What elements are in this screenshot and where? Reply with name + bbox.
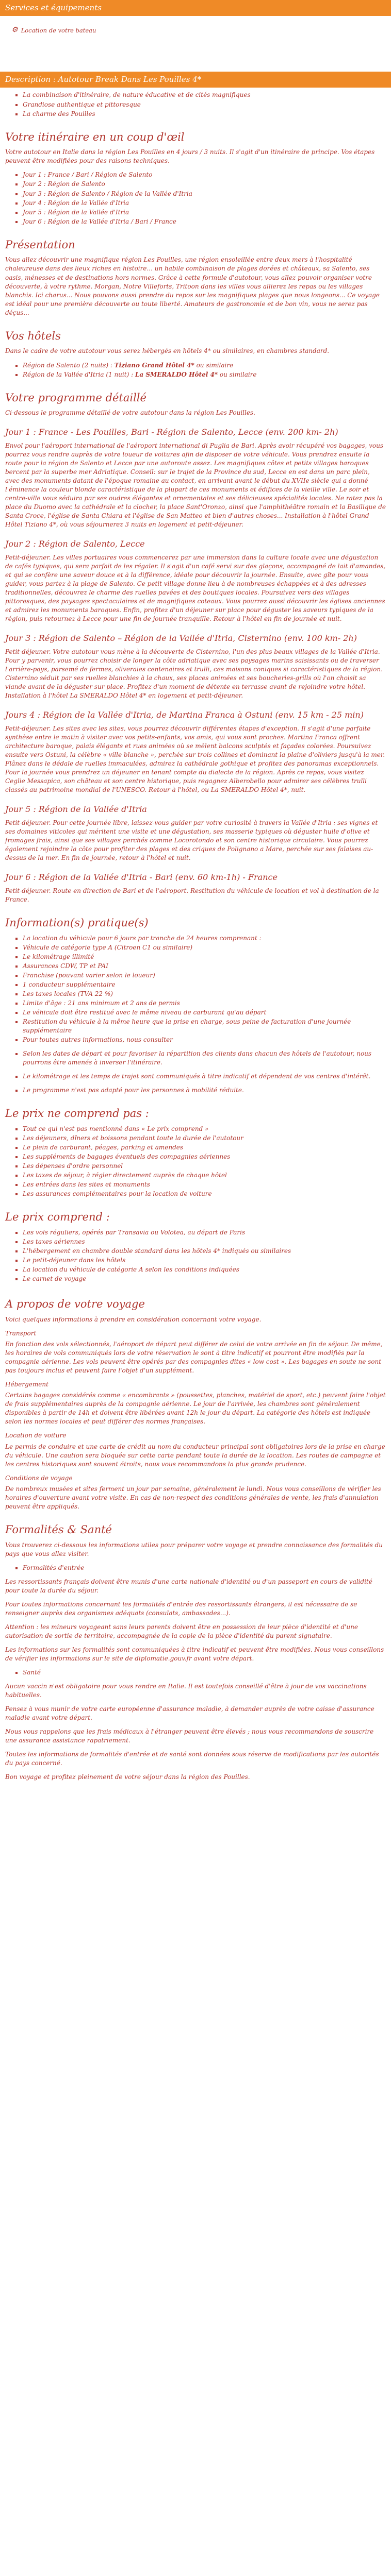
list-item: ▪ Les assurances complémentaires pour la location de voiture xyxy=(23,1190,386,1198)
list-item: ▪ Véhicule de catégorie type A (Citroen C1 ou similaire) xyxy=(23,943,386,952)
day-title: Jour 3 : Région de Salento – Région de la Vallée d'Itria, Cisternino (env. 100 km- 2h) xyxy=(5,633,357,643)
list-item: ▪ La location du véhicule de catégorie A selon les conditions indiquées xyxy=(23,1265,386,1274)
list-item: ▪ Jour 1 : France / Bari / Région de Salento xyxy=(23,171,386,179)
list-item: ▪ Santé xyxy=(23,1668,386,1677)
list-item: ▪ Le carnet de voyage xyxy=(23,1275,386,1283)
list-item: ▪ Jour 6 : Région de la Vallée d'Itria / Bari / France xyxy=(23,217,386,226)
formalities-para: Les informations sur les formalités sont communiquées à titre indicatif et peuvent être modifiées. Nous vous conseillons de vérifier les informations sur le site de diplomatie.gouv.fr avant votre départ. xyxy=(5,1646,384,1662)
day-text: Petit-déjeuner. Pour cette journée libre, laissez-vous guider par votre curiosité à travers la Vallée d'Itria : ses vignes et ses domaines viticoles qui méritent une visite et une dégustation, ses masserie typiques où déguster huile d'olive et fromages frais, ainsi que ses villages perchés comme Locorotondo et son centre historique circulaire. Vous pourrez également rejoindre la côte pour profiter des plages et des criques de Polignano a Mare, perchée sur ses falaises au-dessus de la mer. En fin de journée, retour à l'hôtel et nuit. xyxy=(5,819,378,862)
list-item: ▪ Le kilométrage et les temps de trajet sont communiqués à titre indicatif et dépendent de vos centres d'intérêt. xyxy=(23,1072,386,1081)
itinerary-list xyxy=(5,171,386,226)
about-block-label: Transport xyxy=(5,1330,37,1337)
formalities-para: Attention : les mineurs voyageant sans leurs parents doivent être en possession de leur pièce d'identité et d'une autorisation de sortie de territoire, accompagnée de la copie de la pièce d'identité du parent signataire. xyxy=(5,1623,358,1639)
list-item: ▪ Le plein de carburant, péages, parking et amendes xyxy=(23,1143,386,1152)
includes-list xyxy=(5,1228,386,1283)
list-item: ▪ Limite d'âge : 21 ans minimum et 2 ans de permis xyxy=(23,999,386,1008)
location-label: Location de votre bateau xyxy=(21,27,96,35)
list-item: ▪ Les entrées dans les sites et monuments xyxy=(23,1180,386,1189)
day-text: Petit-déjeuner. Votre autotour vous mène à la découverte de Cisternino, l'un des plus beaux villages de la Vallée d'Itria. Pour y parvenir, vous pourrez choisir de longer la côte adriatique avec ses paysages marins saisissants ou de traverser l'arrière-pays, parsemé de fermes, oliveraies centenaires et trulli, ces maisons coniques si caractéristiques de la région. Cisternino séduit par ses ruelles blanchies à la chaux, ses places animées et ses boucheries-grills où l'on choisit sa viande avant de la déguster sur place. Profitez d'un moment de détente en terrasse avant de rejoindre votre hôtel. Installation à l'hôtel La SMERALDO Hôtel 4* en logement et petit-déjeuner. xyxy=(5,648,383,700)
description-content xyxy=(0,91,391,1792)
description-section-header: Description : Autotour Break Dans Les Pouilles 4* xyxy=(0,72,391,88)
includes-title: Le prix comprend : xyxy=(5,1211,110,1224)
list-item: ▪ Jour 4 : Région de la Vallée d'Itria xyxy=(23,199,386,208)
list-item: ▪ Selon les dates de départ et pour favoriser la répartition des clients dans chacun des hôtels de l'autotour, nous pourrons être amenés à inverser l'itinéraire. xyxy=(23,1049,386,1067)
about-intro: Voici quelques informations à prendre en considération concernant votre voyage. xyxy=(5,1316,262,1324)
list-item: ▪ 1 conducteur supplémentaire xyxy=(23,980,386,989)
formalities-para: Les ressortissants français doivent être munis d'une carte nationale d'identité ou d'un passeport en cours de validité pour toute la durée du séjour. xyxy=(5,1578,372,1594)
day-text: Petit-déjeuner. Les villes portuaires vous commencerez par une immersion dans la culture locale avec une dégustation de cafés typiques, qui sera parfait de les régaler. Il s'agit d'un café servi sur des glaçons, accompagné de lait d'amandes, et qui se confère une saveur douce et à la différence, idéale pour découvrir la journée. Ensuite, avec gîte pour vous guider, vous partez à la plage de Salento. Ce petit village donne lieu à de nombreuses échappées et à des adresses traditionnelles, découvrez le charme des ruelles pavées et des boutiques locales. Poursuivez vers des villages pittoresques, des paysages spectaculaires et de magnifiques coteaux. Vous pourrez aussi découvrir les églises anciennes et admirez les monuments baroques. Enfin, profitez d'un déjeuner sur place pour déguster les saveurs typiques de la région, puis retournez à Lecce pour une fin de journée tranquille. Retour à l'hôtel en fin de journée et nuit. xyxy=(5,554,386,623)
programme-intro: Ci-dessous le programme détaillé de votre autotour dans la région Les Pouilles. xyxy=(5,409,255,417)
day-text: Petit-déjeuner. Les sites avec les sites, vous pourrez découvrir différentes étapes d'exception. Il s'agit d'une parfaite synthèse entre le matin à visiter avec vos petits-enfants, vos amis, qui vous sont proches. Martina Franca offrent architecture baroque, palais élégants et rues animées où se mêlent balcons sculptés et façades colorées. Poursuivez ensuite vers Ostuni, la célèbre « ville blanche », perchée sur trois collines et dominant la plaine d'oliviers jusqu'à la mer. Flânez dans le dédale de ruelles immaculées, admirez la cathédrale gothique et profitez des panoramas exceptionnels. Pour la journée vous prendrez un déjeuner en tenant compte du dialecte de la région. Après ce repas, vous visitez Ceglie Messapica, son château et son centre historique, puis regagnez Alberobello pour admirer ses célèbres trulli classés au patrimoine mondial de l'UNESCO. Retour à l'hôtel, ou La SMERALDO Hôtel 4*, nuit. xyxy=(5,725,385,794)
list-item: ▪ Les vols réguliers, opérés par Transavia ou Volotea, au départ de Paris xyxy=(23,1228,386,1237)
list-item: ▪ Les taxes locales (TVA 22 %) xyxy=(23,990,386,998)
hotels-title: Vos hôtels xyxy=(5,329,61,342)
list-item: ▪ Franchise (pouvant varier selon le loueur) xyxy=(23,971,386,980)
list-item: ▪ Le kilométrage illimité xyxy=(23,953,386,961)
info-extra-list xyxy=(5,1072,386,1081)
list-item: ▪ Jour 2 : Région de Salento xyxy=(23,180,386,189)
formalities-title: Formalités & Santé xyxy=(5,1523,112,1536)
gear-icon: ⚙ xyxy=(11,26,18,35)
list-item: ▪ Formalités d'entrée xyxy=(23,1564,386,1572)
info-extra-list xyxy=(5,1049,386,1067)
excludes-title: Le prix ne comprend pas : xyxy=(5,1107,149,1120)
presentation-text: Vous allez découvrir une magnifique région Les Pouilles, une région ensoleillée entre deux mers à l'hospitalité chaleureuse dans des lieux riches en histoire... un habile combinaison de plages dorées et châteaux, sa Salento, ses oasis, ménesses et de destinations hors normes. Grâce à cette formule d'autotour, vous allez pouvoir organiser votre découverte, à votre rythme. Morgan, Notre Villeforts, Tritoon dans les villes vous allierez les repas ou les villages blanchis. Ici charus... Nous pouvons aussi prendre du repos sur les magnifiques plages que nous longeons... Ce voyage est idéal pour une première découverte ou toute liberté. Amateurs de gastronomie et de bon vin, vous ne serez pas déçus... xyxy=(5,256,380,316)
health-list xyxy=(5,1668,386,1677)
info-extra-list xyxy=(5,1086,386,1095)
list-item: ▪ Région de la Vallée d'Itria (1 nuit) : La SMERALDO Hôtel 4* ou similaire xyxy=(23,370,386,379)
about-block-label: Location de voiture xyxy=(5,1432,67,1439)
itinerary-title: Votre itinéraire en un coup d'œil xyxy=(5,130,185,143)
excludes-list xyxy=(5,1125,386,1198)
health-para: Aucun vaccin n'est obligatoire pour vous rendre en Italie. Il est toutefois conseillé d'être à jour de vos vaccinations habituelles. xyxy=(5,1682,367,1699)
about-block-text: Certains bagages considérés comme « encombrants » (poussettes, planches, matériel de sport, etc.) peuvent faire l'objet de frais supplémentaires auprès de la compagnie aérienne. Le jour de l'arrivée, les chambres sont généralement disponibles à partir de 14h et doivent être libérées avant 12h le jour du départ. La catégorie des hôtels est indiquée selon les normes locales et peut différer des normes françaises. xyxy=(5,1392,386,1426)
hotels-list xyxy=(5,361,386,379)
about-block-text: En fonction des vols sélectionnés, l'aéroport de départ peut différer de celui de votre arrivée en fin de séjour. De même, les horaires de vols communiqués lors de votre réservation le sont à titre indicatif et pourront être modifiés par la compagnie aérienne. Les vols peuvent être opérés par des compagnies dites « low cost ». Les bagages en soute ne sont pas toujours inclus et peuvent faire l'objet d'un supplément. xyxy=(5,1341,383,1375)
formalities-intro: Vous trouverez ci-dessous les informations utiles pour préparer votre voyage et prendre connaissance des formalités du pays que vous allez visiter. xyxy=(5,1541,383,1557)
info-title: Information(s) pratique(s) xyxy=(5,916,149,929)
list-item: ▪ L'hébergement en chambre double standard dans les hôtels 4* indiqués ou similaires xyxy=(23,1247,386,1256)
list-item: ▪ Les taxes de séjour, à régler directement auprès de chaque hôtel xyxy=(23,1171,386,1180)
info-list xyxy=(5,934,386,1044)
list-item: ▪ Les dépenses d'ordre personnel xyxy=(23,1162,386,1171)
day-title: Jours 4 : Région de la Vallée d'Itria, de Martina Franca à Ostuni (env. 15 km - 25 min) xyxy=(5,710,364,720)
list-item: ▪ Pour toutes autres informations, nous consulter xyxy=(23,1036,386,1044)
list-item: ▪ Les suppléments de bagages éventuels des compagnies aériennes xyxy=(23,1153,386,1161)
health-para: Toutes les informations de formalités d'entrée et de santé sont données sous réserve de modifications par les autorités du pays concerné. xyxy=(5,1751,379,1767)
location-option[interactable] xyxy=(11,25,386,36)
list-item: ▪ Grandiose authentique et pittoresque xyxy=(23,100,386,109)
list-item: ▪ Les taxes aériennes xyxy=(23,1238,386,1246)
health-para: Bon voyage et profitez pleinement de votre séjour dans la région des Pouilles. xyxy=(5,1773,250,1781)
about-block-text: Le permis de conduire et une carte de crédit au nom du conducteur principal sont obligatoires lors de la prise en charge du véhicule. Une caution sera bloquée sur cette carte pendant toute la durée de la location. Les routes de campagne et les centres historiques sont souvent étroits, nous vous recommandons la plus grande prudence. xyxy=(5,1443,385,1468)
programme-title: Votre programme détaillé xyxy=(5,391,146,404)
health-para: Nous vous rappelons que les frais médicaux à l'étranger peuvent être élevés ; nous vous recommandons de souscrire une assurance assistance rapatriement. xyxy=(5,1728,374,1744)
formalities-list xyxy=(5,1564,386,1572)
day-title: Jour 1 : France - Les Pouilles, Bari - Région de Salento, Lecce (env. 200 km- 2h) xyxy=(5,427,338,437)
list-item: ▪ Le petit-déjeuner dans les hôtels xyxy=(23,1256,386,1265)
day-text: Envol pour l'aéroport international de l'aéroport international di Puglia de Bari. Après avoir récupéré vos bagages, vous pourrez vous rendre auprès de votre loueur de voitures afin de disposer de votre véhicule. Vous prendrez ensuite la route pour la région de Salento et Lecce par une autoroute assez. Les magnifiques côtes et petits villages baroques bercent par la superbe mer Adriatique. Conseil: sur le trajet de la Province du sud, Lecce en est dans un parc plein, avec des monuments datant de l'époque romaine au contact, en arrivant avant le début du XVIIe siècle qui a donné l'éminence la couleur blonde caractéristique de la plupart de ces monuments et édifices de la vieille ville. Le soir et centre-ville vous séduira par ses oudres élégantes et ornementales et ses délicieuses spécialités locales. Ne ratez pas la place du Duomo avec la cathédrale et la clocher, la place Sant'Oronzo, ainsi que l'amphithéâtre romain et la Basilique de Santa Croce, l'église de Santa Chiara et l'église de San Matteo et bien d'autres choses... Installation à l'hôtel Grand Hôtel Tiziano 4*, où vous séjournerez 3 nuits en logement et petit-déjeuner. xyxy=(5,442,386,529)
about-title: A propos de votre voyage xyxy=(5,1298,145,1311)
about-block-label: Hébergement xyxy=(5,1381,48,1388)
itinerary-intro: Votre autotour en Italie dans la région Les Pouilles en 4 jours / 3 nuits. Il s'agit d'un itinéraire de principe. Vos étapes peuvent être modifiées pour des raisons techniques. xyxy=(5,148,375,165)
list-item: ▪ La location du véhicule pour 6 jours par tranche de 24 heures comprenant : xyxy=(23,934,386,943)
about-block-label: Conditions de voyage xyxy=(5,1474,73,1482)
list-item: ▪ La combinaison d'itinéraire, de nature éducative et de cités magnifiques xyxy=(23,91,386,99)
day-title: Jour 2 : Région de Salento, Lecce xyxy=(5,539,145,549)
list-item: ▪ La charme des Pouilles xyxy=(23,110,386,118)
presentation-title: Présentation xyxy=(5,238,75,251)
list-item: ▪ Assurances CDW, TP et PAI xyxy=(23,962,386,971)
day-text: Petit-déjeuner. Route en direction de Bari et de l'aéroport. Restitution du véhicule de location et vol à destination de la France. xyxy=(5,887,379,903)
about-block-text: De nombreux musées et sites ferment un jour par semaine, généralement le lundi. Nous vous conseillons de vérifier les horaires d'ouverture avant votre visite. En cas de non-respect des conditions générales de vente, les frais d'annulation peuvent être appliqués. xyxy=(5,1485,381,1510)
services-section-header: Services et équipements xyxy=(0,0,391,16)
list-item: ▪ Le programme n'est pas adapté pour les personnes à mobilité réduite. xyxy=(23,1086,386,1095)
list-item: ▪ Le véhicule doit être restitué avec le même niveau de carburant qu'au départ xyxy=(23,1008,386,1017)
list-item: ▪ Jour 3 : Région de Salento / Région de la Vallée d'Itria xyxy=(23,190,386,198)
health-para: Pensez à vous munir de votre carte européenne d'assurance maladie, à demander auprès de votre caisse d'assurance maladie avant votre départ. xyxy=(5,1705,374,1721)
hotels-intro: Dans le cadre de votre autotour vous serez hébergés en hôtels 4* ou similaires, en chambres standard. xyxy=(5,347,330,355)
list-item: ▪ Région de Salento (2 nuits) : Tiziano Grand Hôtel 4* ou similaire xyxy=(23,361,386,370)
list-item: ▪ Tout ce qui n'est pas mentionné dans « Le prix comprend » xyxy=(23,1125,386,1133)
list-item: ▪ Les déjeuners, dîners et boissons pendant toute la durée de l'autotour xyxy=(23,1134,386,1143)
list-item: ▪ Jour 5 : Région de la Vallée d'Itria xyxy=(23,208,386,217)
day-title: Jour 5 : Région de la Vallée d'Itria xyxy=(5,804,147,815)
day-title: Jour 6 : Région de la Vallée d'Itria - Bari (env. 60 km-1h) - France xyxy=(5,872,278,883)
features-list xyxy=(5,91,386,118)
list-item: ▪ Restitution du véhicule à la même heure que la prise en charge, sous peine de facturation d'une journée supplémentaire xyxy=(23,1018,386,1035)
formalities-para: Pour toutes informations concernant les formalités d'entrée des ressortissants étrangers, il est nécessaire de se renseigner auprès des organismes adéquats (consulats, ambassades...). xyxy=(5,1600,357,1617)
